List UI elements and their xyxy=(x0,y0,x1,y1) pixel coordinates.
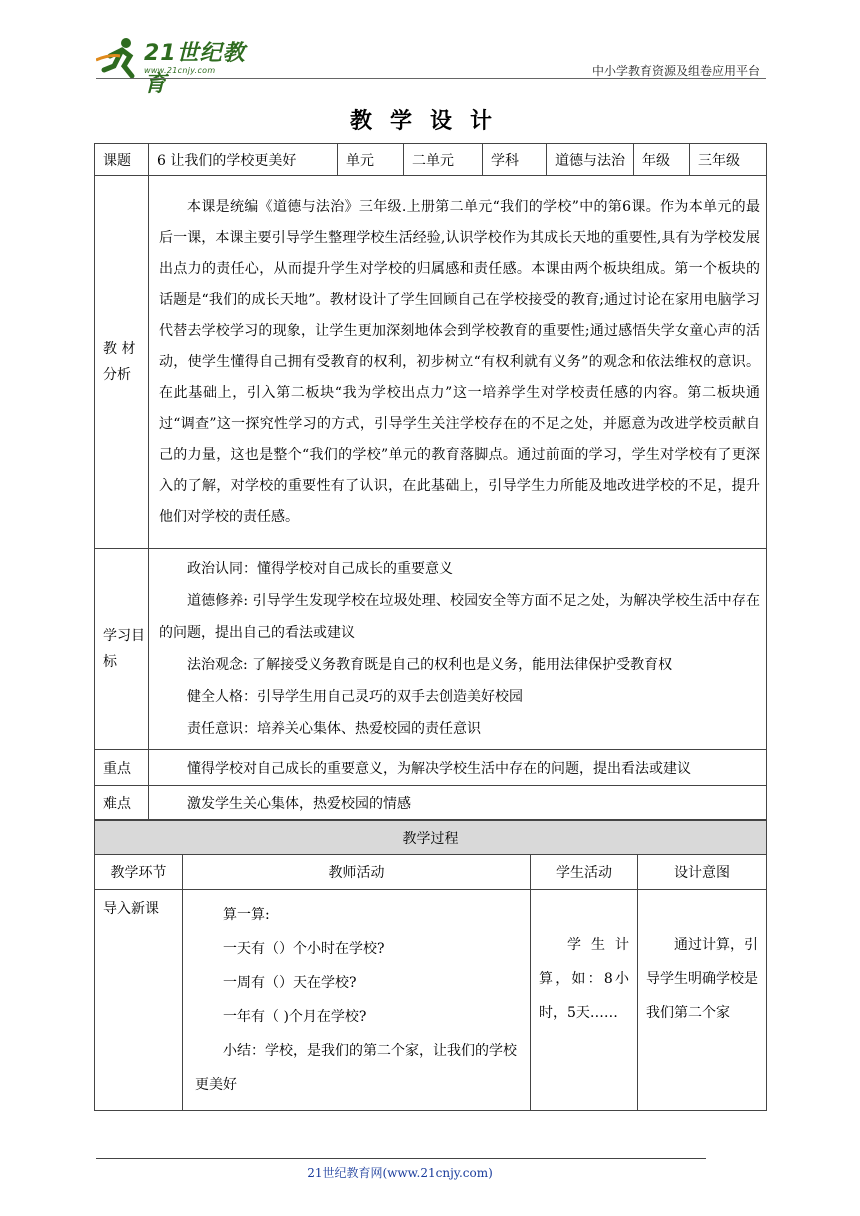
process-title: 教学过程 xyxy=(95,821,767,855)
teacher-line: 算一算: xyxy=(223,907,270,923)
header-divider xyxy=(96,78,766,79)
difficulty-row xyxy=(95,786,767,820)
analysis-label: 教 材分析 xyxy=(95,176,149,549)
process-title-row xyxy=(95,821,767,855)
student-activity: 学生计算，如：8小时，5天…… xyxy=(531,890,638,1111)
subject-label: 学科 xyxy=(483,144,547,176)
teacher-activity xyxy=(183,890,531,1111)
teacher-line: 一天有（）个小时在学校? xyxy=(223,941,385,957)
process-header-row xyxy=(95,855,767,890)
footer-text: 21世纪教育网(www.21cnjy.com) xyxy=(307,1166,493,1180)
goal-item: 法治观念: 了解接受义务教育既是自己的权利也是义务，能用法律保护受教育权 xyxy=(187,657,673,673)
goals-label: 学习目标 xyxy=(95,549,149,750)
header-teacher: 教师活动 xyxy=(183,855,531,890)
process-row xyxy=(95,890,767,1111)
page-title: 教学设计 xyxy=(349,108,510,134)
unit-value: 二单元 xyxy=(404,144,483,176)
page-header xyxy=(96,26,766,97)
design-intent: 通过计算，引导学生明确学校是我们第二个家 xyxy=(638,890,767,1111)
topic-value: 6 让我们的学校更美好 xyxy=(149,144,338,176)
teacher-line: 一周有（）天在学校? xyxy=(223,975,357,991)
teacher-line: 小结：学校，是我们的第二个家，让我们的学校更美好 xyxy=(195,1043,517,1093)
header-stage: 教学环节 xyxy=(95,855,183,890)
logo xyxy=(96,36,266,97)
difficulty-label: 难点 xyxy=(95,786,149,820)
process-table xyxy=(94,820,767,1111)
key-point-label: 重点 xyxy=(95,750,149,786)
analysis-text: 本课是统编《道德与法治》三年级.上册第二单元“我们的学校”中的第6课。作为本单元的最后一课，本课主要引导学生整理学校生活经验,认识学校作为其成长天地的重要性,具有为学校发展出点力的责任心，从而提升学生对学校的归属感和责任感。本课由两个板块组成。第一个板块的话题是“我们的成长天地”。教材设计了学生回顾自己在学校接受的教育;通过讨论在家用电脑学习代替去学校学习的现象，让学生更加深刻地体会到学校教育的重要性;通过感悟失学女童心声的活动，使学生懂得自己拥有受教育的权利，初步树立“有权利就有义务”的观念和依法维权的意识。在此基础上，引入第二板块“我为学校出点力”这一培养学生对学校责任感的内容。第二板块通过“调查”这一探究性学习的方式，引导学生关注学校存在的不足之处，并愿意为改进学校贡献自己的力量，这也是整个“我们的学校”单元的教育落脚点。通过前面的学习，学生对学校有了更深入的了解，对学校的重要性有了认识，在此基础上，引导学生力所能及地改进学校的不足，提升他们对学校的责任感。 xyxy=(149,176,767,549)
analysis-row xyxy=(95,176,767,549)
info-row xyxy=(95,144,767,176)
logo-url: www.21cnjy.com xyxy=(144,66,216,75)
grade-value: 三年级 xyxy=(690,144,767,176)
header-student: 学生活动 xyxy=(531,855,638,890)
unit-label: 单元 xyxy=(338,144,404,176)
goals-row xyxy=(95,549,767,750)
topic-label: 课题 xyxy=(95,144,149,176)
goal-item: 健全人格：引导学生用自己灵巧的双手去创造美好校园 xyxy=(187,689,523,705)
goal-item: 政治认同：懂得学校对自己成长的重要意义 xyxy=(187,561,453,577)
stage-cell: 导入新课 xyxy=(95,890,183,1111)
teacher-line: 一年有（ )个月在学校? xyxy=(223,1009,367,1025)
key-point-row xyxy=(95,750,767,786)
grade-label: 年级 xyxy=(634,144,690,176)
runner-logo-icon xyxy=(96,36,142,78)
subject-value: 道德与法治 xyxy=(547,144,634,176)
goal-item: 道德修养: 引导学生发现学校在垃圾处理、校园安全等方面不足之处，为解决学校生活中存在的问题，提出自己的看法或建议 xyxy=(159,593,760,641)
goals-list xyxy=(149,549,767,750)
logo-text: 21世纪教育 xyxy=(144,41,246,97)
goal-item: 责任意识：培养关心集体、热爱校园的责任意识 xyxy=(187,721,481,737)
key-point-text: 懂得学校对自己成长的重要意义，为解决学校生活中存在的问题，提出看法或建议 xyxy=(149,750,767,786)
difficulty-text: 激发学生关心集体，热爱校园的情感 xyxy=(149,786,767,820)
header-intent: 设计意图 xyxy=(638,855,767,890)
platform-name: 中小学教育资源及组卷应用平台 xyxy=(591,64,760,78)
lesson-info-table xyxy=(94,143,767,820)
footer-divider xyxy=(96,1158,706,1159)
